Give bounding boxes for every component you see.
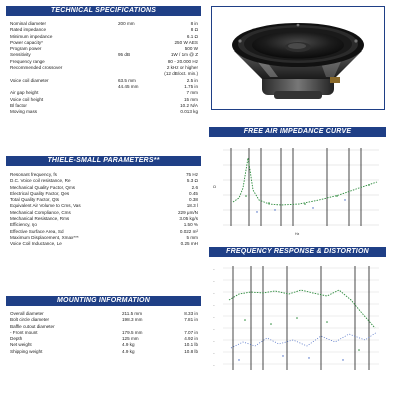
mounting-label: Net weight bbox=[10, 342, 32, 348]
mounting-value-imperial: 8.33 in bbox=[184, 311, 198, 316]
mounting-value-imperial: 7.07 in bbox=[184, 329, 198, 335]
svg-text:–: – bbox=[213, 363, 215, 367]
spec-label: Nominal diameter bbox=[10, 21, 46, 26]
spec-label: Sensitivity bbox=[10, 52, 31, 58]
parameter-value: 75 Hz bbox=[185, 172, 198, 177]
mounting-value-imperial: 4.92 in bbox=[184, 336, 198, 342]
spec-label: Voice coil diameter bbox=[10, 77, 49, 83]
spec-label: Bl factor bbox=[10, 102, 27, 108]
spec-value-imperial: 10.2 N/A bbox=[180, 102, 198, 108]
thiele-small-table bbox=[10, 172, 200, 248]
svg-text:–: – bbox=[213, 351, 215, 355]
spec-value-metric: 200 mm bbox=[118, 21, 135, 26]
speaker-illustration bbox=[212, 7, 384, 109]
spec-label: Rated impedance bbox=[10, 27, 47, 33]
parameter-value: 0.38 bbox=[189, 197, 198, 203]
parameter-value: 5.3 Ω bbox=[186, 178, 198, 184]
spec-value-metric: 95 dB bbox=[118, 52, 131, 58]
spec-label: Program power bbox=[10, 46, 42, 52]
parameter-label: Voice Coil Inductance, Le bbox=[10, 241, 62, 247]
svg-text:–: – bbox=[213, 327, 215, 331]
parameter-value: 5 mm bbox=[186, 234, 198, 240]
svg-text:–: – bbox=[213, 339, 215, 343]
frequency-response-plot bbox=[209, 260, 386, 384]
mounting-value-metric: 4.9 kg bbox=[122, 348, 135, 354]
impedance-curve-header: FREE AIR IMPEDANCE CURVE bbox=[209, 127, 386, 137]
mounting-label: Baffle cutout diameter bbox=[10, 323, 55, 329]
spec-label: Air gap height bbox=[10, 90, 39, 96]
spec-value-imperial: 8 in bbox=[190, 21, 198, 26]
mounting-value-imperial: 10.1 lb bbox=[184, 342, 198, 348]
mounting-information-table bbox=[10, 311, 200, 355]
parameter-label: Electrical Quality Factor, Qes bbox=[10, 190, 70, 196]
mounting-value-metric: 125 mm bbox=[122, 336, 139, 342]
spec-label: Minimum impedance bbox=[10, 33, 53, 39]
parameter-value: 0.022 m² bbox=[179, 228, 198, 234]
parameter-value: 3.05 kg/s bbox=[179, 216, 198, 222]
spec-value-imperial: 1W / 1m @ Z bbox=[170, 52, 198, 58]
impedance-plot bbox=[209, 140, 386, 240]
spec-label: Power capacity* bbox=[10, 39, 43, 45]
technical-specifications-table bbox=[10, 21, 200, 115]
spec-value-imperial: 7 mm bbox=[186, 90, 198, 96]
parameter-value: 1.50 % bbox=[183, 222, 198, 228]
spec-value-imperial: 0.013 kg bbox=[180, 109, 198, 115]
spec-value-imperial: 6.1 Ω bbox=[186, 33, 198, 39]
spec-value-imperial: (12 dB/oct. min.) bbox=[164, 71, 198, 77]
mounting-value-imperial: 10.8 lb bbox=[184, 348, 198, 354]
mounting-label: - Front mount bbox=[10, 329, 38, 335]
parameter-value: 229 μm/N bbox=[177, 209, 198, 215]
mounting-information-header: MOUNTING INFORMATION bbox=[6, 296, 201, 306]
parameter-label: Resonant frequency, fs bbox=[10, 172, 57, 177]
parameter-label: Effective Surface Area, Sd bbox=[10, 228, 64, 234]
parameter-label: D.C. Voice coil resistance, Re bbox=[10, 178, 71, 184]
svg-text:–: – bbox=[213, 291, 215, 295]
spec-value-imperial: 15 mm bbox=[183, 96, 198, 102]
thiele-small-header: THIELE-SMALL PARAMETERS** bbox=[6, 156, 201, 166]
parameter-value: 0.25 mH bbox=[180, 241, 198, 247]
spec-value-imperial: 8 Ω bbox=[190, 27, 198, 33]
mounting-label: Depth bbox=[10, 336, 23, 342]
mounting-label: Shipping weight bbox=[10, 348, 43, 354]
spec-value-imperial: 500 W bbox=[184, 46, 198, 52]
mounting-value-metric: 4.9 kg bbox=[122, 342, 135, 348]
spec-value-imperial: 2.5 in bbox=[186, 77, 198, 83]
parameter-value: 18.3 l bbox=[186, 203, 198, 209]
parameter-label: Equivalent Air Volume to Cms, Vas bbox=[10, 203, 81, 209]
svg-text:–: – bbox=[213, 279, 215, 283]
svg-text:–: – bbox=[213, 303, 215, 307]
spec-value-metric: 63.5 mm bbox=[118, 77, 136, 83]
mounting-label: Overall diameter bbox=[10, 311, 44, 316]
mounting-value-metric: 211.5 mm bbox=[122, 311, 143, 316]
parameter-label: Mechanical Quality Factor, Qms bbox=[10, 184, 76, 190]
spec-value-imperial: 80 - 20.000 Hz bbox=[167, 58, 198, 64]
spec-value-imperial: 2 kHz or higher bbox=[166, 65, 198, 71]
spec-row bbox=[10, 109, 200, 115]
spec-label: Voice coil height bbox=[10, 96, 44, 102]
spec-value-metric: 44.45 mm bbox=[118, 83, 139, 89]
parameter-label: Total Quality Factor, Qts bbox=[10, 197, 60, 203]
svg-text:–: – bbox=[213, 267, 215, 271]
mounting-row bbox=[10, 349, 200, 355]
thiele-small-row bbox=[10, 241, 200, 247]
technical-specifications-header: TECHNICAL SPECIFICATIONS bbox=[6, 6, 201, 16]
impedance-axis-mark: Ω bbox=[213, 184, 216, 189]
frequency-response-graph bbox=[209, 260, 386, 384]
parameter-value: 0.45 bbox=[189, 190, 198, 196]
spec-value-imperial: 1.75 in bbox=[184, 83, 198, 89]
impedance-x-axis-mark: Hz bbox=[295, 232, 300, 236]
parameter-label: Efficiency, ηo bbox=[10, 222, 37, 228]
impedance-graph bbox=[209, 140, 386, 240]
spec-value-imperial: 250 W AES bbox=[174, 39, 198, 45]
parameter-value: 2.6 bbox=[191, 184, 198, 190]
spec-label: Moving mass bbox=[10, 109, 38, 115]
parameter-label: Maximum Displacement, Xmax*** bbox=[10, 234, 79, 240]
parameter-label: Mechanical Resistance, Rms bbox=[10, 216, 70, 222]
svg-text:–: – bbox=[213, 315, 215, 319]
spec-label: Frequency range bbox=[10, 58, 45, 64]
mounting-label: Bolt circle diameter bbox=[10, 317, 50, 323]
spec-label: Recommended crossover bbox=[10, 65, 63, 71]
mounting-value-metric: 198.3 mm bbox=[122, 317, 143, 323]
mounting-value-metric: 179.5 mm bbox=[122, 329, 143, 335]
speaker-photo bbox=[211, 6, 385, 110]
parameter-label: Mechanical Compliance, Cms bbox=[10, 209, 71, 215]
frequency-response-header: FREQUENCY RESPONSE & DISTORTION bbox=[209, 247, 386, 257]
mounting-value-imperial: 7.81 in bbox=[184, 317, 198, 323]
